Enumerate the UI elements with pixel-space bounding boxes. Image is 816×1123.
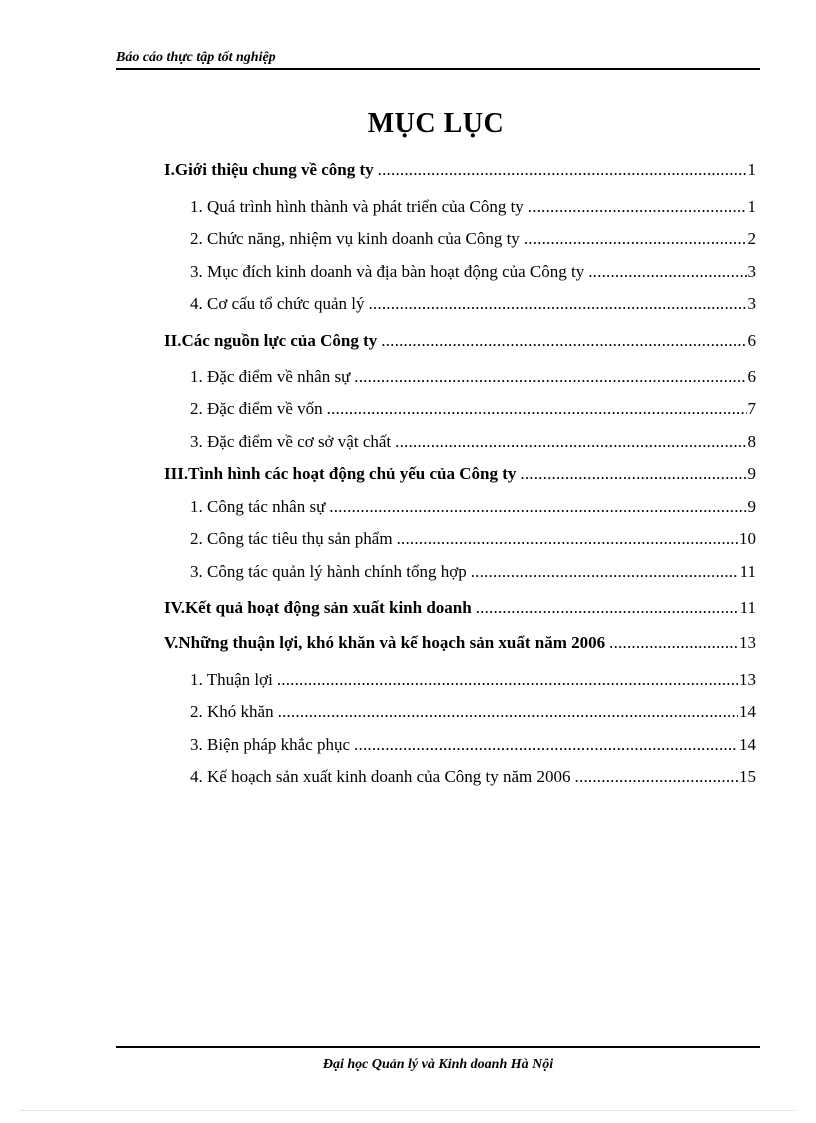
toc-entry-label: 4. Kế hoạch sản xuất kinh doanh của Công ty năm 2006 bbox=[190, 767, 571, 786]
running-footer: Đại học Quản lý và Kinh doanh Hà Nội bbox=[322, 1057, 554, 1072]
toc-entry-label: 2. Khó khăn bbox=[190, 702, 274, 721]
toc-entry-page: 6 bbox=[747, 331, 756, 350]
toc-entry-page: 2 bbox=[747, 229, 756, 248]
toc-entry-page: 8 bbox=[747, 432, 756, 451]
dot-leader bbox=[381, 331, 746, 351]
toc-entry-1-3 bbox=[190, 262, 756, 286]
page-edge-dotted-line bbox=[20, 1110, 796, 1111]
dot-leader bbox=[354, 735, 738, 755]
toc-entry-2-3 bbox=[190, 432, 756, 456]
toc-entry-label: 3. Biện pháp khắc phục bbox=[190, 735, 351, 754]
toc-entry-page: 13 bbox=[739, 670, 756, 689]
toc-entry-label: 3. Công tác quản lý hành chính tổng hợp bbox=[190, 562, 467, 581]
toc-entry-1-4 bbox=[190, 294, 756, 318]
dot-leader bbox=[476, 598, 739, 618]
toc-entry-label: 1. Đặc điểm về nhân sự bbox=[190, 367, 351, 386]
toc-entry-section-3 bbox=[164, 464, 756, 488]
dot-leader bbox=[278, 702, 738, 722]
dot-leader bbox=[397, 529, 738, 549]
toc-entry-page: 7 bbox=[747, 399, 756, 418]
toc-entry-page: 15 bbox=[739, 767, 756, 786]
toc-entry-page: 10 bbox=[739, 529, 756, 548]
toc-entry-section-4 bbox=[164, 598, 756, 622]
toc-entry-page: 1 bbox=[747, 197, 756, 216]
toc-entry-3-1 bbox=[190, 497, 756, 521]
dot-leader bbox=[395, 432, 746, 452]
dot-leader bbox=[588, 262, 746, 282]
toc-entry-label: 1. Quá trình hình thành và phát triển của Công ty bbox=[190, 197, 524, 216]
header-rule bbox=[116, 68, 760, 70]
toc-entry-page: 6 bbox=[747, 367, 756, 386]
toc-entry-page: 1 bbox=[747, 160, 756, 179]
dot-leader bbox=[524, 229, 747, 249]
toc-entry-page: 14 bbox=[739, 735, 756, 754]
toc-entry-label: 2. Đặc điểm về vốn bbox=[190, 399, 323, 418]
toc-entry-label: 3. Đặc điểm về cơ sở vật chất bbox=[190, 432, 392, 451]
dot-leader bbox=[528, 197, 747, 217]
dot-leader bbox=[471, 562, 739, 582]
toc-entry-label: V.Những thuận lợi, khó khăn và kế hoạch sản xuất năm 2006 bbox=[164, 633, 606, 652]
toc-entry-3-3 bbox=[190, 562, 756, 586]
dot-leader bbox=[327, 399, 747, 419]
toc-entry-3-2 bbox=[190, 529, 756, 553]
toc-entry-1-2 bbox=[190, 229, 756, 253]
toc-entry-page: 3 bbox=[747, 294, 756, 313]
toc-entry-label: III.Tình hình các hoạt động chủ yếu của Công ty bbox=[164, 464, 517, 483]
toc-entry-5-2 bbox=[190, 702, 756, 726]
dot-leader bbox=[609, 633, 738, 653]
toc-entry-5-1 bbox=[190, 670, 756, 694]
toc-entry-5-4 bbox=[190, 767, 756, 791]
toc-entry-label: 2. Chức năng, nhiệm vụ kinh doanh của Công ty bbox=[190, 229, 520, 248]
dot-leader bbox=[575, 767, 738, 787]
toc-entry-page: 9 bbox=[747, 497, 756, 516]
toc-entry-section-5 bbox=[164, 633, 756, 657]
dot-leader bbox=[368, 294, 746, 314]
toc-entry-page: 11 bbox=[739, 598, 756, 617]
running-header: Báo cáo thực tập tốt nghiệp bbox=[116, 50, 276, 65]
toc-entry-label: 1. Công tác nhân sự bbox=[190, 497, 326, 516]
toc-entry-label: 3. Mục đích kinh doanh và địa bàn hoạt động của Công ty bbox=[190, 262, 585, 281]
toc-entry-2-1 bbox=[190, 367, 756, 391]
toc-entry-label: 1. Thuận lợi bbox=[190, 670, 273, 689]
footer-rule bbox=[116, 1046, 760, 1048]
toc-entry-label: IV.Kết quả hoạt động sản xuất kinh doanh bbox=[164, 598, 472, 617]
toc-entry-page: 13 bbox=[739, 633, 756, 652]
toc-entry-label: II.Các nguồn lực của Công ty bbox=[164, 331, 378, 350]
toc-entry-section-2 bbox=[164, 331, 756, 355]
dot-leader bbox=[378, 160, 747, 180]
dot-leader bbox=[329, 497, 746, 517]
toc-entry-1-1 bbox=[190, 197, 756, 221]
toc-entry-page: 11 bbox=[739, 562, 756, 581]
toc-entry-label: 2. Công tác tiêu thụ sản phẩm bbox=[190, 529, 393, 548]
toc-entry-page: 9 bbox=[747, 464, 756, 483]
dot-leader bbox=[520, 464, 746, 484]
toc-entry-section-1 bbox=[164, 160, 756, 184]
dot-leader bbox=[277, 670, 738, 690]
toc-entry-page: 14 bbox=[739, 702, 756, 721]
toc-entry-label: I.Giới thiệu chung về công ty bbox=[164, 160, 374, 179]
toc-entry-2-2 bbox=[190, 399, 756, 423]
toc-entry-label: 4. Cơ cấu tổ chức quản lý bbox=[190, 294, 365, 313]
dot-leader bbox=[354, 367, 746, 387]
toc-entry-page: 3 bbox=[747, 262, 756, 281]
page-title: MỤC LỤC bbox=[367, 108, 505, 139]
toc-entry-5-3 bbox=[190, 735, 756, 759]
